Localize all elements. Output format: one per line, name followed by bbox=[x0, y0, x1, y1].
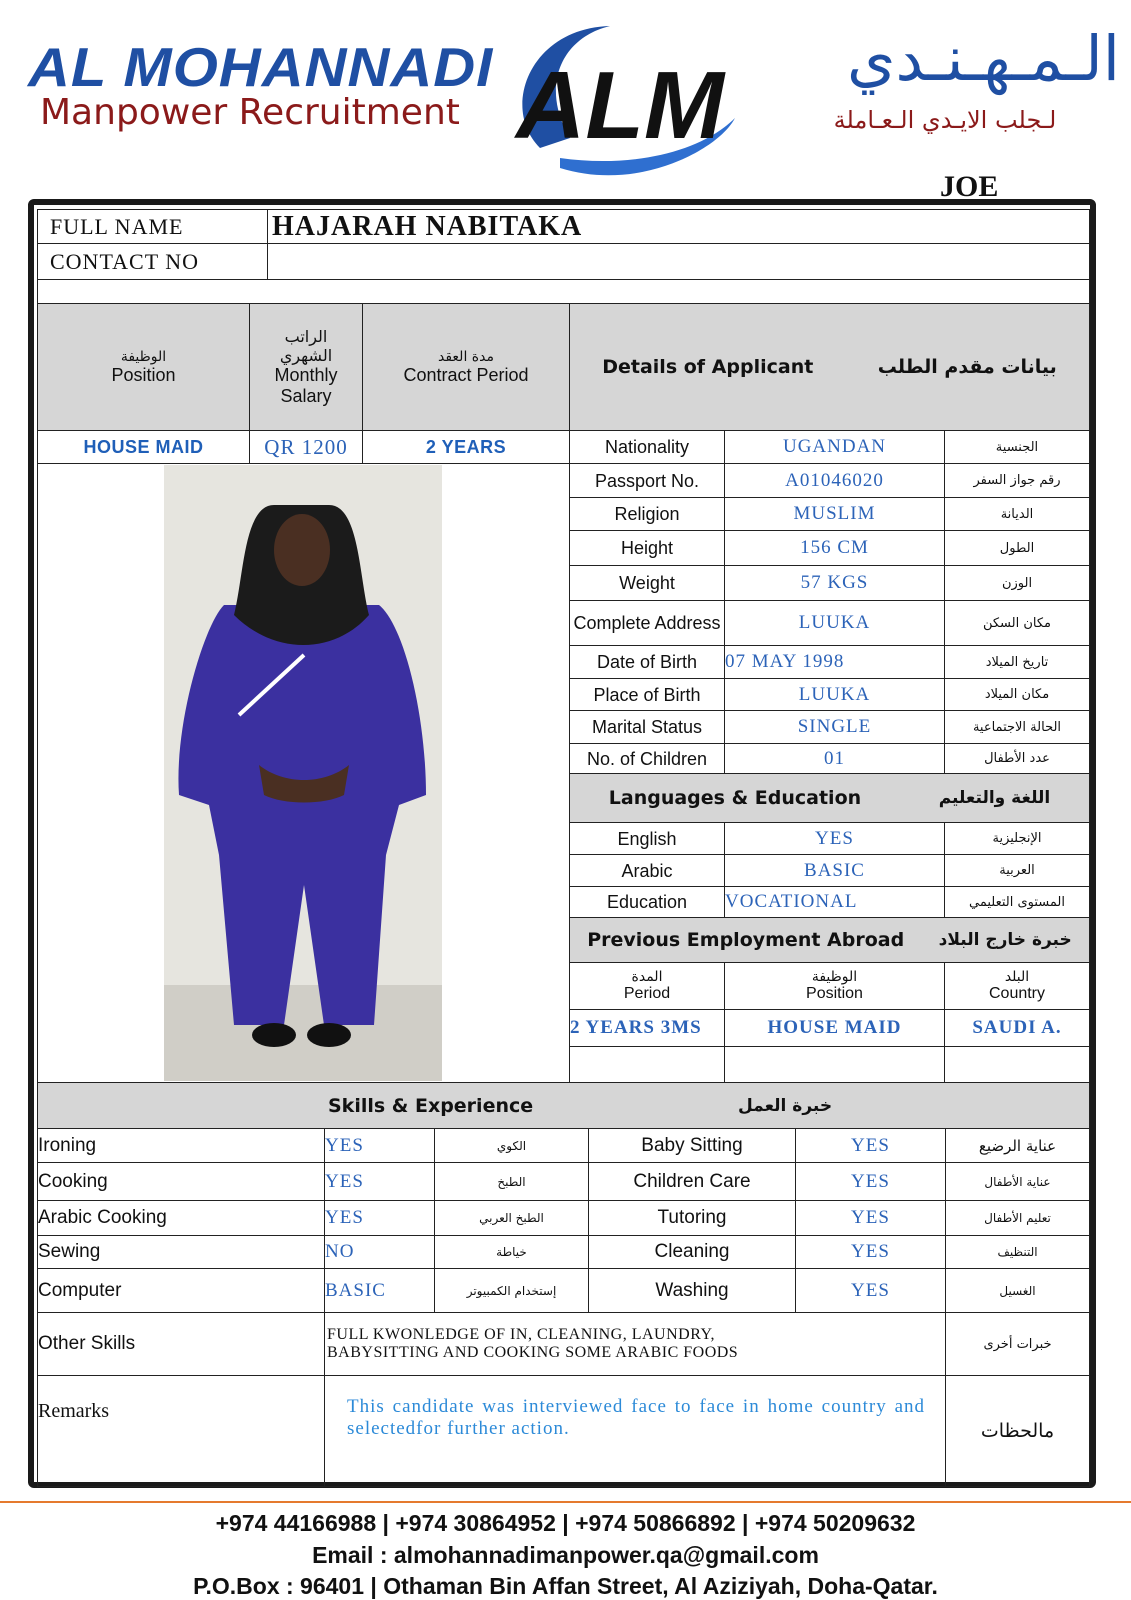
remarks-value: This candidate was interviewed face to face in home country and selectedfor further action. bbox=[324, 1375, 946, 1487]
employment-empty-cell bbox=[944, 1046, 1090, 1083]
applicant-photo bbox=[164, 465, 442, 1081]
details-row-arabic: الديانة bbox=[944, 497, 1090, 531]
skill-label: Ironing bbox=[37, 1128, 325, 1163]
skill-arabic: عناية الأطفال bbox=[945, 1162, 1090, 1201]
details-row-arabic: الوزن bbox=[944, 565, 1090, 601]
details-row-label: Complete Address bbox=[569, 600, 725, 646]
details-row-label: Date of Birth bbox=[569, 645, 725, 679]
skill-label: Children Care bbox=[588, 1162, 796, 1201]
skill-arabic: الغسيل bbox=[945, 1268, 1090, 1313]
details-row-value: UGANDAN bbox=[724, 430, 945, 464]
language-row-value: VOCATIONAL bbox=[724, 886, 945, 918]
employment-position-header: الوظيفة Position bbox=[724, 962, 945, 1010]
language-row-value: YES bbox=[724, 822, 945, 855]
language-row-value: BASIC bbox=[724, 854, 945, 887]
skill-value: YES bbox=[795, 1268, 946, 1313]
employment-country-value: SAUDI A. bbox=[944, 1009, 1090, 1047]
language-row-label: Arabic bbox=[569, 854, 725, 887]
spacer-row bbox=[37, 279, 1090, 304]
languages-header: Languages & Education اللغة والتعليم bbox=[569, 773, 1090, 823]
skill-label: Computer bbox=[37, 1268, 325, 1313]
language-row-label: Education bbox=[569, 886, 725, 918]
language-row-arabic: العربية bbox=[944, 854, 1090, 887]
details-row-arabic: الجنسية bbox=[944, 430, 1090, 464]
details-row-label: Marital Status bbox=[569, 710, 725, 744]
employment-period-value: 2 YEARS 3MS bbox=[569, 1009, 725, 1047]
skill-arabic: الطبخ العربي bbox=[434, 1200, 589, 1236]
skill-label: Cooking bbox=[37, 1162, 325, 1201]
skill-value: YES bbox=[795, 1235, 946, 1269]
details-row-value: 57 KGS bbox=[724, 565, 945, 601]
remarks-label: Remarks bbox=[37, 1375, 325, 1487]
salary-value: QR 1200 bbox=[249, 430, 363, 464]
contract-header: مدة العقد Contract Period bbox=[362, 303, 570, 431]
skills-header: Skills & Experience خبرة العمل bbox=[37, 1082, 1090, 1129]
language-row-arabic: المستوى التعليمي bbox=[944, 886, 1090, 918]
skill-label: Arabic Cooking bbox=[37, 1200, 325, 1236]
contract-value: 2 YEARS bbox=[362, 430, 570, 464]
skill-value: YES bbox=[795, 1200, 946, 1236]
other-skills-ar: خبرات أخرى bbox=[945, 1312, 1090, 1376]
skill-value: YES bbox=[324, 1200, 435, 1236]
details-row-value: 01 bbox=[724, 743, 945, 774]
employment-empty-cell bbox=[569, 1046, 725, 1083]
skill-value: YES bbox=[795, 1162, 946, 1201]
employment-position-value: HOUSE MAID bbox=[724, 1009, 945, 1047]
details-row-label: Passport No. bbox=[569, 463, 725, 498]
details-row-arabic: مكان السكن bbox=[944, 600, 1090, 646]
footer-phones: +974 44166988 | +974 30864952 | +974 50866892 | +974 50209632 bbox=[215, 1510, 916, 1536]
footer-address: P.O.Box : 96401 | Othaman Bin Affan Street, Al Aziziyah, Doha-Qatar. bbox=[193, 1573, 938, 1599]
remarks-ar: مالحظات bbox=[945, 1375, 1090, 1487]
skill-label: Cleaning bbox=[588, 1235, 796, 1269]
full-name-value: HAJARAH NABITAKA bbox=[267, 209, 1090, 244]
details-row-label: Place of Birth bbox=[569, 678, 725, 711]
brand-name-english: AL MOHANNADI bbox=[28, 36, 494, 99]
position-header: الوظيفة Position bbox=[37, 303, 250, 431]
language-row-arabic: الإنجليزية bbox=[944, 822, 1090, 855]
skill-value: YES bbox=[324, 1128, 435, 1163]
skill-arabic: خياطة bbox=[434, 1235, 589, 1269]
brand-tagline-arabic: لـجلب الايـدي الـعـاملة bbox=[833, 106, 1057, 134]
contact-label: CONTACT NO bbox=[37, 243, 268, 280]
skill-arabic: الكوي bbox=[434, 1128, 589, 1163]
skill-label: Sewing bbox=[37, 1235, 325, 1269]
skill-arabic: الطبخ bbox=[434, 1162, 589, 1201]
details-row-value: MUSLIM bbox=[724, 497, 945, 531]
footer-email: Email : almohannadimanpower.qa@gmail.com bbox=[312, 1542, 819, 1568]
skill-label: Washing bbox=[588, 1268, 796, 1313]
details-row-value: SINGLE bbox=[724, 710, 945, 744]
employment-period-header: المدة Period bbox=[569, 962, 725, 1010]
skill-arabic: التنظيف bbox=[945, 1235, 1090, 1269]
details-row-label: No. of Children bbox=[569, 743, 725, 774]
details-row-arabic: الطول bbox=[944, 530, 1090, 566]
brand-tagline-english: Manpower Recruitment bbox=[40, 92, 460, 133]
skill-label: Baby Sitting bbox=[588, 1128, 796, 1163]
salary-header: الراتب الشهري Monthly Salary bbox=[249, 303, 363, 431]
details-row-arabic: مكان الميلاد bbox=[944, 678, 1090, 711]
details-row-value: A01046020 bbox=[724, 463, 945, 498]
employment-empty-cell bbox=[724, 1046, 945, 1083]
logo-text: ALM bbox=[516, 52, 724, 159]
brand-name-arabic: الـمـهـنـدي bbox=[847, 22, 1120, 95]
employment-country-header: البلد Country bbox=[944, 962, 1090, 1010]
other-skills-value: FULL KWONLEDGE OF IN, CLEANING, LAUNDRY, BABYSITTING AND COOKING SOME ARABIC FOODS bbox=[324, 1312, 946, 1376]
skill-arabic: تعليم الأطفال bbox=[945, 1200, 1090, 1236]
other-skills-label: Other Skills bbox=[37, 1312, 325, 1376]
skill-arabic: إستخدام الكمبيوتر bbox=[434, 1268, 589, 1313]
details-row-label: Nationality bbox=[569, 430, 725, 464]
language-row-label: English bbox=[569, 822, 725, 855]
details-header: Details of Applicant بيانات مقدم الطلب bbox=[569, 303, 1090, 431]
details-row-arabic: رقم جواز السفر bbox=[944, 463, 1090, 498]
skill-value: NO bbox=[324, 1235, 435, 1269]
details-row-label: Religion bbox=[569, 497, 725, 531]
position-value: HOUSE MAID bbox=[37, 430, 250, 464]
details-row-value: 156 CM bbox=[724, 530, 945, 566]
details-row-arabic: تاريخ الميلاد bbox=[944, 645, 1090, 679]
agent-name: JOE bbox=[940, 170, 999, 203]
skill-arabic: عناية الرضيع bbox=[945, 1128, 1090, 1163]
alm-logo bbox=[500, 18, 740, 178]
footer-divider bbox=[0, 1501, 1131, 1503]
details-row-value: LUUKA bbox=[724, 600, 945, 646]
details-row-value: 07 MAY 1998 bbox=[724, 645, 945, 679]
contact-value bbox=[267, 243, 1090, 280]
details-row-arabic: الحالة الاجتماعية bbox=[944, 710, 1090, 744]
skill-label: Tutoring bbox=[588, 1200, 796, 1236]
details-row-value: LUUKA bbox=[724, 678, 945, 711]
full-name-label: FULL NAME bbox=[37, 209, 268, 244]
skill-value: BASIC bbox=[324, 1268, 435, 1313]
employment-header: Previous Employment Abroad خبرة خارج البلاد bbox=[569, 917, 1090, 963]
details-row-label: Weight bbox=[569, 565, 725, 601]
details-row-label: Height bbox=[569, 530, 725, 566]
skill-value: YES bbox=[795, 1128, 946, 1163]
skill-value: YES bbox=[324, 1162, 435, 1201]
details-row-arabic: عدد الأطفال bbox=[944, 743, 1090, 774]
